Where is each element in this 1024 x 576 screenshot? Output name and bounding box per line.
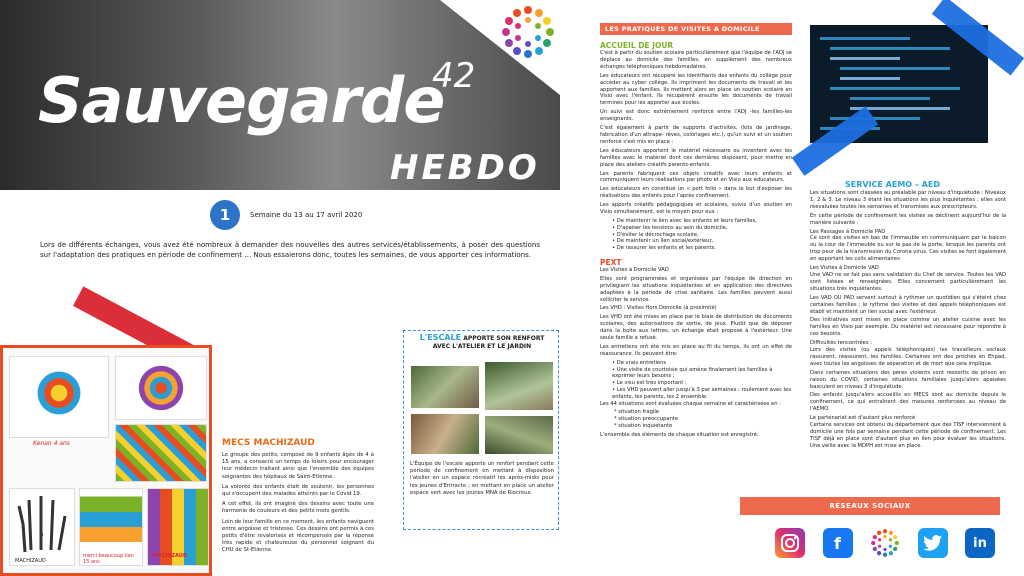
- escale-title-highlight: L'ESCALE: [419, 333, 462, 342]
- aemo-paragraph: Dans certaines situations des pères violents sont ressortis de prison en raison du COVID, certaines situations familiales jusqu'alors apaisées basculent en niveau 3 d'inquiétude.: [810, 369, 1006, 390]
- code-line: [830, 47, 950, 50]
- facebook-icon[interactable]: f: [823, 528, 853, 558]
- heart-drawing: [115, 356, 207, 420]
- accueil-text: [600, 50, 792, 216]
- colorful-drawing: [115, 424, 207, 482]
- accueil-bullets: [600, 218, 792, 252]
- aemo-paragraph: En cette période de confinement les visites se déclinent aujourd'hui de la manière suivante :: [810, 212, 1006, 226]
- pext-paragraph: Elles sont programmées et organisées par l'équipe de direction en privilégiant les situations inquiétantes et en application des directives adaptées à la période de crise sanitaire. Les familles peuvent aussi solliciter le service.: [600, 275, 792, 303]
- code-line: [820, 37, 910, 40]
- pext-eval-item: * situation préoccupante: [614, 416, 679, 423]
- escale-title-line2: AVEC L'ATELIER ET LE JARDIN: [432, 343, 532, 350]
- escale-section: [403, 330, 559, 530]
- week-label: Semaine du 13 au 17 avril 2020: [250, 211, 363, 219]
- mecs-title: MECS MACHIZAUD: [222, 438, 315, 448]
- aemo-paragraph: Lors des visites (ou appels téléphoniques) les travailleurs sociaux rassurent, réassurent, les familles. Certaines ont des proches en Ehpad, avec toutes les angoisses de séparation et de mort que cela implique.: [810, 347, 1006, 367]
- pext-eval: [600, 401, 792, 440]
- accueil-paragraph: C'est également à partir de supports d'activités, (kits de jardinage, fabrication d'un attrape- rêves, coloriages etc.), qu'un suivi et un soutien renforcé s'est mis en place :: [600, 125, 792, 145]
- bullet-item: • Les VHD peuvent aller jusqu'à 3 par semaines : roulement avec les enfants, les parents, les 2 ensemble.: [612, 387, 792, 401]
- code-line: [840, 77, 900, 80]
- social-icons: [775, 525, 995, 561]
- escale-title-rest: APPORTE SON RENFORT: [463, 335, 545, 342]
- sauvegarde-dots-logo: [500, 4, 556, 60]
- linkedin-icon[interactable]: in: [965, 528, 995, 558]
- aemo-paragraph: Les VAD OU PAD servent surtout à rythmer un quotidien qui s'éteint chez certaines familles ; le rythme des visites et des appels téléphoniques est établi et maintient un lien social avec l'extérieur.: [810, 294, 1006, 315]
- accueil-paragraph: Les éducateurs ont récupéré les identifiants des enfants du collège pour accéder au cyber collège. Ils impriment les documents de travail et les apportent aux familles. Ils mettent alors en place un soutien scolaire en Visio avec l'enfant. Ils récupèrent ensuite les documents de travail terminés pour les apporter aux écoles.: [600, 72, 792, 107]
- pext-eval-item: * situation fragile: [614, 409, 659, 416]
- drawing-caption: MACHIZAUD: [153, 553, 188, 559]
- accueil-paragraph: Les éducateurs apportent le matériel nécessaire ou inventent avec les familles avec le matériel dont ces dernières disposent, pour mettre en place des ateliers créatifs parents-enfants.: [600, 147, 792, 168]
- workshop-photo: [410, 413, 480, 455]
- bullet-item: • Le visu est très important ;: [612, 380, 792, 387]
- aemo-paragraph: Les situations sont classées au préalable par niveau d'inquiétude : Niveaux 1, 2 & 3. Le niveau 3 étant les situations les plus inquiétantes ; elles sont réévaluées toutes les semaines et transmises aux prescripteurs.: [810, 190, 1006, 210]
- mecs-paragraph: Loin de leur famille en ce moment, les enfants naviguent entre angoisse et tristesse. Ces dessins ont permis à ces petits d'être revalorisés et récompensés par la réponse très rapide et chaleureuse du personnel soignant du CHU de St-Etienne.: [222, 518, 374, 554]
- accueil-paragraph: Les apports créatifs pédagogiques et scolaires, suivis d'un soutien en Visio simultanément, est le moyen pour eux :: [600, 202, 792, 216]
- drawing-caption: Kenan 4 ans: [33, 440, 70, 447]
- pext-eval-item: * situation inquiétante: [614, 423, 673, 430]
- issue-number-badge: 1: [210, 200, 240, 230]
- accueil-paragraph: Un suivi est donc extrêmement renforcé entre l'ADJ -les familles-les enseignants.: [600, 109, 792, 123]
- escale-title: [404, 334, 560, 351]
- accueil-paragraph: C'est à partir du soutien scolaire particulièrement que l'équipe de l'ADJ se déplace au domicile des familles, en supplément des nombreux échanges téléphoniques hebdomadaires.: [600, 50, 792, 70]
- pext-bullets: [600, 360, 792, 401]
- sauvegarde-icon[interactable]: [870, 528, 900, 558]
- aemo-paragraph: Ce sont des visites en bas de l'immeuble en communiquant par le balcon ou la cour de l'immeuble ou sur le pas de la porte, lorsque les parents ont trop peur de la transmission du Corona virus. Ces visites se font également en apportant les colis alimentaires: [810, 235, 1006, 263]
- bullet-item: • D'apaiser les tensions au sein du domicile,: [612, 225, 792, 232]
- bullet-item: • D'éviter le décrochage scolaire,: [612, 232, 792, 239]
- drawing-caption: merci beaucoup ilan 15 ans: [83, 553, 134, 565]
- escale-text: L'Équipe de l'escale apporte un renfort pendant cette période de confinement en mettant à disposition l'atelier en un espace récréatif les après-midis pour les jeunes d'Entracte ; en mettant en place un atelier espace vert avec les jeunes MNA de Riocreux.: [410, 461, 554, 496]
- bullet-item: • De vrais entretiens: [612, 360, 792, 367]
- aemo-text: [810, 190, 1006, 452]
- brand-number: 42: [432, 56, 476, 96]
- drawing-caption: MACHIZAUD: [15, 558, 46, 564]
- mecs-paragraph: La volonté des enfants était de soutenir, les personnes qui s'occupent des malades atteints par le Covid 19.: [222, 483, 374, 498]
- aemo-title: SERVICE AEMO – AED: [845, 180, 940, 189]
- accueil-paragraph: Les parents fabriquent ces objets créatifs avec leurs enfants et communiquent leurs réalisations par photo et en Visio aux éducateurs.: [600, 170, 792, 184]
- heart-drawing: [9, 356, 109, 438]
- garden-photo: [484, 361, 554, 411]
- mecs-drawings-collage: [0, 345, 212, 576]
- instagram-icon[interactable]: [775, 528, 805, 558]
- aemo-paragraph: Des enfants jusqu'alors accueillis en MECS sont au domicile depuis le confinement, ce qui entraînent des mesures renforcées au niveau de l'AEMO.: [810, 392, 1006, 413]
- code-line: [840, 67, 950, 70]
- intro-text: Lors de différents échanges, vous avez été nombreux à demander des nouvelles des autres services/établissements, à poser des questions sur l'adaptation des pratiques en période de confinement … Nous essaierons donc, toutes les semaines, de vous apporter ces informations.: [40, 241, 540, 259]
- practices-column: [600, 23, 792, 441]
- aemo-paragraph: Les Passages à Domicile PAD: [810, 228, 886, 235]
- twitter-icon[interactable]: [918, 528, 948, 558]
- aemo-paragraph: Les Visites à Domicile VAD: [810, 265, 879, 272]
- code-line: [850, 97, 930, 100]
- header-banner: [0, 0, 560, 190]
- mecs-text: [222, 452, 374, 558]
- mecs-paragraph: A cet effet, ils ont imaginé des dessins avec toute une harmonie de couleurs et des petits mots gentils.: [222, 501, 374, 515]
- pext-end: L'ensemble des éléments de chaque situation est enregistré.: [600, 432, 759, 439]
- bullet-item: • De maintenir le lien avec les enfants et leurs familles,: [612, 218, 792, 225]
- workshop-photo: [484, 415, 554, 455]
- aemo-paragraph: Le partenariat est d'autant plus renforcé: [810, 415, 916, 422]
- bullet-item: • Une visite de courtoisie qui amène finalement les familles à exprimer leurs besoins ;: [612, 367, 792, 381]
- pext-title: PEXT: [600, 257, 622, 267]
- code-line: [830, 87, 960, 90]
- accueil-paragraph: Les éducateurs en constitué un « port folio » dans le but d'exposer les réalisations des enfants pour l'après confinement.: [600, 186, 792, 200]
- brand-title: Sauvegarde: [38, 64, 445, 137]
- hand-drawing-svg: [15, 494, 71, 554]
- pext-text: [600, 267, 792, 358]
- aemo-paragraph: Difficultés rencontrées :: [810, 340, 872, 347]
- garden-photo: [410, 365, 480, 409]
- right-page: [580, 0, 1024, 576]
- code-line: [830, 57, 900, 60]
- pext-paragraph: Les VHD : Visites Hors Domicile (à proximité): [600, 305, 717, 312]
- bullet-item: • De maintenir un lien social/extérieur,: [612, 238, 792, 245]
- aemo-paragraph: Une VAD ne se fait pas sans validation du Chef de service. Toutes les VAD sont listées et renseignées. Elles concernent particulièrement les situations très inquiétantes.: [810, 271, 1006, 292]
- pext-paragraph: Les VHD ont été mises en place par le biais de distribution de documents scolaires, des autorisations de sortie, de jeux. Plutôt que de déposer dans la boite aux lettres, un échange était proposé à l'extérieur. Une seule famille a refusé.: [600, 314, 792, 342]
- bullet-item: • De rassurer les enfants et les parents.: [612, 245, 792, 252]
- aemo-paragraph: Certains services ont obtenu du département que des TISF interviennent à domicile une fois par semaine pendant cette période de confinement. Les TISF déjà en place sont d'autant plus en lien pour évaluer les situations. Une veille avec la MDPH est mise en place.: [810, 422, 1006, 449]
- pext-eval-intro: Les 44 situations sont évaluées chaque semaine et caractérisées en :: [600, 400, 781, 407]
- practices-title: LES PRATIQUES DE VISITES A DOMICILE: [600, 23, 792, 35]
- aemo-paragraph: Des initiatives sont mises en place comme un atelier cuisine avec les familles en Visio par exemple. Du matériel est nécessaire pour répondre à ces besoins.: [810, 317, 1006, 338]
- social-title: RÉSEAUX SOCIAUX: [740, 497, 1000, 515]
- accueil-title: ACCUEIL DE JOUR: [600, 41, 674, 50]
- mecs-paragraph: Le groupe des petits, composé de 9 enfants âgés de 4 à 15 ans, a consacré un temps de loisirs pour encourager leur médecin traitant ainsi que l'ensemble des équipes soignantes des hôpitaux de Saint-Etienne.: [222, 452, 374, 480]
- hebdo-title: HEBDO: [390, 148, 540, 188]
- pext-paragraph: Les entretiens ont été mis en place au fil du temps, ils ont un effet de réassurance. Ils peuvent être:: [600, 343, 792, 357]
- pext-paragraph: Les Visites à Domicile VAD: [600, 266, 669, 273]
